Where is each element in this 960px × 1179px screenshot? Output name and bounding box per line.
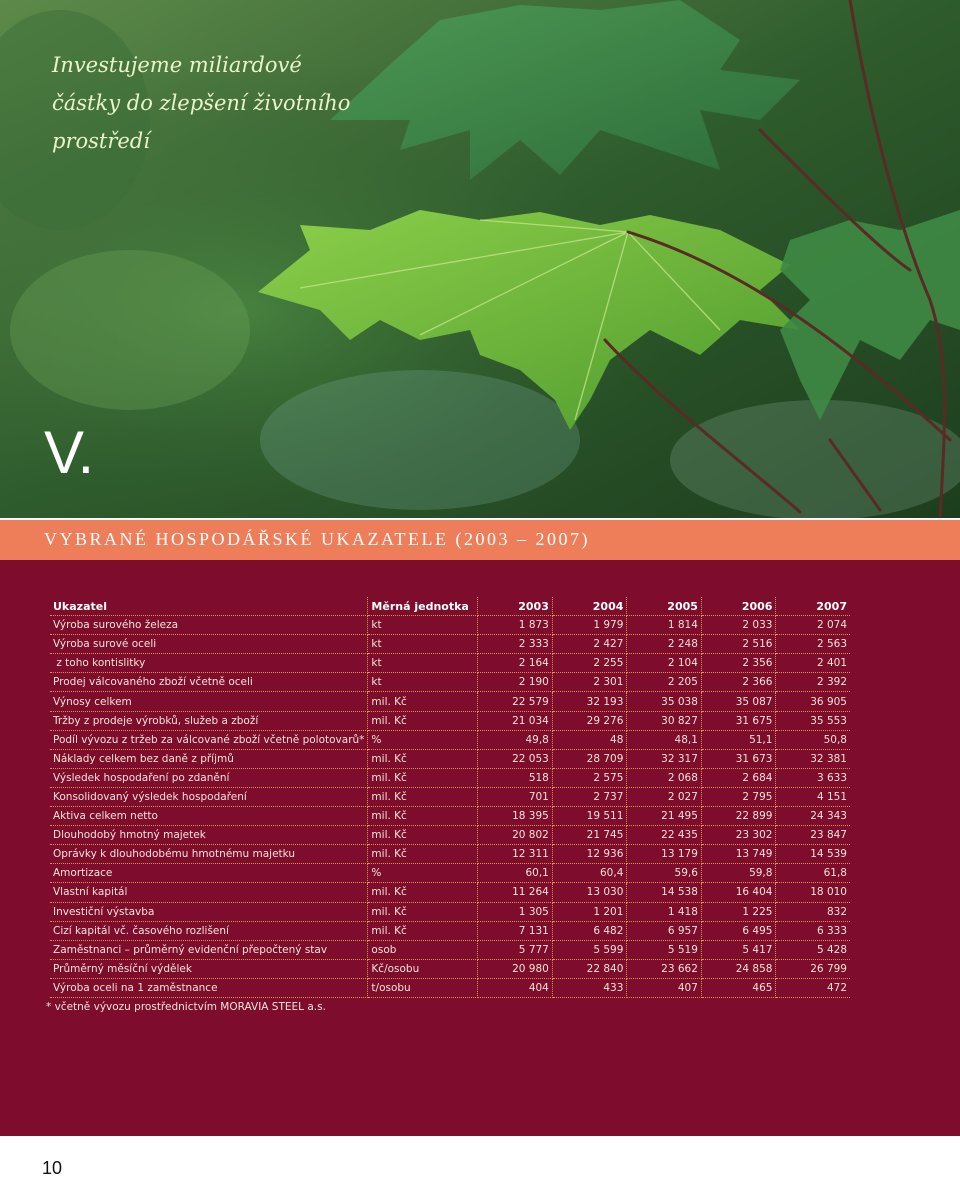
row-unit: mil. Kč bbox=[368, 711, 478, 730]
table-header-row bbox=[50, 597, 850, 616]
row-indicator: Náklady celkem bez daně z příjmů bbox=[50, 749, 368, 768]
row-unit: t/osobu bbox=[368, 978, 478, 997]
row-value: 1 418 bbox=[627, 902, 702, 921]
row-indicator: Tržby z prodeje výrobků, služeb a zboží bbox=[50, 711, 368, 730]
table-row bbox=[50, 959, 850, 978]
row-value: 32 381 bbox=[776, 749, 850, 768]
table-row bbox=[50, 711, 850, 730]
row-value: 5 417 bbox=[701, 940, 776, 959]
row-value: 2 068 bbox=[627, 768, 702, 787]
row-unit: kt bbox=[368, 654, 478, 673]
row-value: 2 104 bbox=[627, 654, 702, 673]
row-value: 1 873 bbox=[478, 616, 553, 635]
row-indicator: Prodej válcovaného zboží včetně oceli bbox=[50, 673, 368, 692]
row-value: 472 bbox=[776, 978, 850, 997]
row-value: 5 777 bbox=[478, 940, 553, 959]
row-value: 14 538 bbox=[627, 883, 702, 902]
row-value: 701 bbox=[478, 787, 553, 806]
row-value: 5 428 bbox=[776, 940, 850, 959]
row-unit: mil. Kč bbox=[368, 883, 478, 902]
row-value: 32 317 bbox=[627, 749, 702, 768]
row-value: 50,8 bbox=[776, 730, 850, 749]
row-indicator: Dlouhodobý hmotný majetek bbox=[50, 826, 368, 845]
row-value: 11 264 bbox=[478, 883, 553, 902]
section-title-band bbox=[0, 520, 960, 560]
row-value: 6 957 bbox=[627, 921, 702, 940]
table-row bbox=[50, 883, 850, 902]
row-value: 13 030 bbox=[552, 883, 627, 902]
row-value: 24 343 bbox=[776, 807, 850, 826]
row-value: 2 795 bbox=[701, 787, 776, 806]
row-value: 20 802 bbox=[478, 826, 553, 845]
section-title: VYBRANÉ HOSPODÁŘSKÉ UKAZATELE (2003 – 2007) bbox=[44, 529, 590, 549]
row-value: 2 190 bbox=[478, 673, 553, 692]
row-indicator: Výroba oceli na 1 zaměstnance bbox=[50, 978, 368, 997]
row-indicator: Zaměstnanci – průměrný evidenční přepočtený stav bbox=[50, 940, 368, 959]
table-row bbox=[50, 978, 850, 997]
row-value: 59,6 bbox=[627, 864, 702, 883]
chapter-number: V. bbox=[44, 419, 94, 486]
row-indicator: z toho kontislitky bbox=[50, 654, 368, 673]
row-indicator: Oprávky k dlouhodobému hmotnému majetku bbox=[50, 845, 368, 864]
row-value: 48,1 bbox=[627, 730, 702, 749]
row-value: 22 840 bbox=[552, 959, 627, 978]
row-value: 6 333 bbox=[776, 921, 850, 940]
row-value: 61,8 bbox=[776, 864, 850, 883]
row-value: 36 905 bbox=[776, 692, 850, 711]
row-unit: mil. Kč bbox=[368, 902, 478, 921]
row-value: 22 579 bbox=[478, 692, 553, 711]
row-unit: mil. Kč bbox=[368, 768, 478, 787]
header-year: 2004 bbox=[552, 597, 627, 616]
row-value: 2 248 bbox=[627, 635, 702, 654]
row-value: 2 033 bbox=[701, 616, 776, 635]
row-value: 60,1 bbox=[478, 864, 553, 883]
row-value: 29 276 bbox=[552, 711, 627, 730]
row-value: 31 675 bbox=[701, 711, 776, 730]
row-value: 2 255 bbox=[552, 654, 627, 673]
row-unit: kt bbox=[368, 635, 478, 654]
row-indicator: Průměrný měsíční výdělek bbox=[50, 959, 368, 978]
row-value: 2 575 bbox=[552, 768, 627, 787]
row-unit: % bbox=[368, 730, 478, 749]
header-year: 2007 bbox=[776, 597, 850, 616]
row-value: 21 495 bbox=[627, 807, 702, 826]
row-value: 21 745 bbox=[552, 826, 627, 845]
row-value: 6 495 bbox=[701, 921, 776, 940]
row-unit: mil. Kč bbox=[368, 921, 478, 940]
row-value: 20 980 bbox=[478, 959, 553, 978]
row-value: 23 847 bbox=[776, 826, 850, 845]
table-row bbox=[50, 826, 850, 845]
row-indicator: Cizí kapitál vč. časového rozlišení bbox=[50, 921, 368, 940]
row-value: 404 bbox=[478, 978, 553, 997]
row-value: 19 511 bbox=[552, 807, 627, 826]
row-value: 18 395 bbox=[478, 807, 553, 826]
row-indicator: Výroba surové oceli bbox=[50, 635, 368, 654]
row-value: 6 482 bbox=[552, 921, 627, 940]
row-indicator: Vlastní kapitál bbox=[50, 883, 368, 902]
header-year: 2003 bbox=[478, 597, 553, 616]
row-value: 465 bbox=[701, 978, 776, 997]
row-value: 30 827 bbox=[627, 711, 702, 730]
table-row bbox=[50, 864, 850, 883]
row-indicator: Konsolidovaný výsledek hospodaření bbox=[50, 787, 368, 806]
table-row bbox=[50, 921, 850, 940]
table-row bbox=[50, 807, 850, 826]
row-unit: osob bbox=[368, 940, 478, 959]
row-indicator: Výroba surového železa bbox=[50, 616, 368, 635]
table-row bbox=[50, 940, 850, 959]
row-value: 2 027 bbox=[627, 787, 702, 806]
indicators-panel bbox=[0, 560, 960, 1136]
table-row bbox=[50, 730, 850, 749]
row-value: 2 356 bbox=[701, 654, 776, 673]
row-value: 2 366 bbox=[701, 673, 776, 692]
row-value: 2 164 bbox=[478, 654, 553, 673]
row-value: 5 519 bbox=[627, 940, 702, 959]
row-value: 7 131 bbox=[478, 921, 553, 940]
row-value: 23 302 bbox=[701, 826, 776, 845]
row-value: 1 201 bbox=[552, 902, 627, 921]
row-value: 2 516 bbox=[701, 635, 776, 654]
row-value: 2 392 bbox=[776, 673, 850, 692]
row-value: 28 709 bbox=[552, 749, 627, 768]
row-value: 22 899 bbox=[701, 807, 776, 826]
table-row bbox=[50, 616, 850, 635]
row-unit: mil. Kč bbox=[368, 749, 478, 768]
headline-line-1: Investujeme miliardové bbox=[52, 53, 302, 77]
table-row bbox=[50, 768, 850, 787]
row-value: 48 bbox=[552, 730, 627, 749]
row-value: 16 404 bbox=[701, 883, 776, 902]
row-value: 60,4 bbox=[552, 864, 627, 883]
row-value: 23 662 bbox=[627, 959, 702, 978]
row-value: 13 749 bbox=[701, 845, 776, 864]
row-unit: kt bbox=[368, 616, 478, 635]
row-value: 4 151 bbox=[776, 787, 850, 806]
row-value: 35 038 bbox=[627, 692, 702, 711]
table-row bbox=[50, 845, 850, 864]
row-value: 24 858 bbox=[701, 959, 776, 978]
table-row bbox=[50, 635, 850, 654]
indicators-table bbox=[50, 597, 850, 998]
row-value: 31 673 bbox=[701, 749, 776, 768]
row-value: 14 539 bbox=[776, 845, 850, 864]
row-value: 12 311 bbox=[478, 845, 553, 864]
row-value: 49,8 bbox=[478, 730, 553, 749]
row-unit: mil. Kč bbox=[368, 787, 478, 806]
row-value: 2 301 bbox=[552, 673, 627, 692]
table-row bbox=[50, 692, 850, 711]
row-value: 13 179 bbox=[627, 845, 702, 864]
header-year: 2006 bbox=[701, 597, 776, 616]
header-year: 2005 bbox=[627, 597, 702, 616]
row-indicator: Podíl vývozu z tržeb za válcované zboží včetně polotovarů* bbox=[50, 730, 368, 749]
row-indicator: Amortizace bbox=[50, 864, 368, 883]
row-value: 407 bbox=[627, 978, 702, 997]
table-row bbox=[50, 787, 850, 806]
row-value: 21 034 bbox=[478, 711, 553, 730]
row-value: 18 010 bbox=[776, 883, 850, 902]
header-indicator: Ukazatel bbox=[50, 597, 368, 616]
row-value: 2 563 bbox=[776, 635, 850, 654]
row-value: 2 333 bbox=[478, 635, 553, 654]
row-value: 2 205 bbox=[627, 673, 702, 692]
row-value: 12 936 bbox=[552, 845, 627, 864]
row-value: 3 633 bbox=[776, 768, 850, 787]
row-value: 2 427 bbox=[552, 635, 627, 654]
table-row bbox=[50, 902, 850, 921]
table-row bbox=[50, 654, 850, 673]
table-body bbox=[50, 616, 850, 998]
row-value: 35 087 bbox=[701, 692, 776, 711]
row-value: 22 435 bbox=[627, 826, 702, 845]
headline bbox=[52, 46, 372, 160]
row-value: 433 bbox=[552, 978, 627, 997]
row-value: 5 599 bbox=[552, 940, 627, 959]
headline-line-2: částky do zlepšení životního bbox=[52, 91, 351, 115]
row-value: 32 193 bbox=[552, 692, 627, 711]
headline-line-3: prostředí bbox=[52, 129, 150, 153]
page-number: 10 bbox=[42, 1158, 63, 1178]
row-value: 51,1 bbox=[701, 730, 776, 749]
header-unit: Měrná jednotka bbox=[368, 597, 478, 616]
row-unit: % bbox=[368, 864, 478, 883]
row-value: 1 225 bbox=[701, 902, 776, 921]
row-value: 2 684 bbox=[701, 768, 776, 787]
row-value: 22 053 bbox=[478, 749, 553, 768]
row-value: 1 305 bbox=[478, 902, 553, 921]
row-unit: Kč/osobu bbox=[368, 959, 478, 978]
row-value: 2 737 bbox=[552, 787, 627, 806]
row-indicator: Aktiva celkem netto bbox=[50, 807, 368, 826]
row-value: 832 bbox=[776, 902, 850, 921]
row-indicator: Výnosy celkem bbox=[50, 692, 368, 711]
footnote: * včetně vývozu prostřednictvím MORAVIA STEEL a.s. bbox=[46, 1001, 326, 1013]
row-value: 59,8 bbox=[701, 864, 776, 883]
row-unit: mil. Kč bbox=[368, 692, 478, 711]
row-unit: mil. Kč bbox=[368, 826, 478, 845]
row-value: 1 979 bbox=[552, 616, 627, 635]
table-row bbox=[50, 673, 850, 692]
row-unit: kt bbox=[368, 673, 478, 692]
row-unit: mil. Kč bbox=[368, 845, 478, 864]
row-value: 35 553 bbox=[776, 711, 850, 730]
row-value: 26 799 bbox=[776, 959, 850, 978]
row-value: 1 814 bbox=[627, 616, 702, 635]
table-row bbox=[50, 749, 850, 768]
row-value: 2 401 bbox=[776, 654, 850, 673]
row-indicator: Investiční výstavba bbox=[50, 902, 368, 921]
row-unit: mil. Kč bbox=[368, 807, 478, 826]
row-value: 2 074 bbox=[776, 616, 850, 635]
row-value: 518 bbox=[478, 768, 553, 787]
row-indicator: Výsledek hospodaření po zdanění bbox=[50, 768, 368, 787]
